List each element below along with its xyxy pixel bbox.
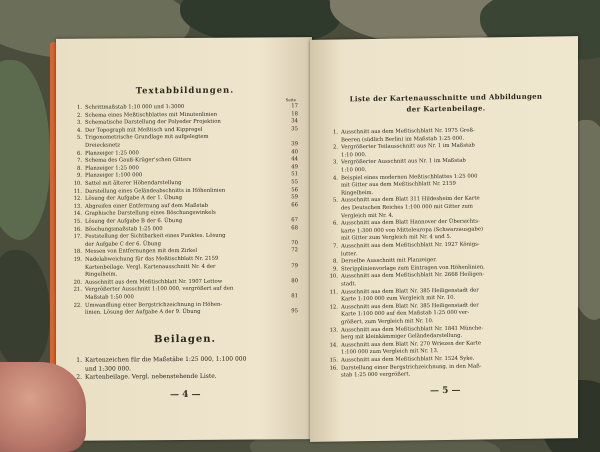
- map-excerpt-text: größert, zum Vergleich mit Nr. 10.: [341, 318, 434, 326]
- illustration-number: 21.: [73, 287, 82, 294]
- map-excerpt-text: Steripplinienvorlage zum Eintragen von Höhenlinien.: [341, 264, 485, 273]
- illustration-number: 7.: [76, 157, 82, 164]
- map-excerpt-number: 11.: [329, 289, 338, 296]
- illustration-text: Abgreifen einer Entfernung auf dem Maßstab: [85, 202, 209, 210]
- illustration-text: Messen von Entfernungen mit dem Zirkel: [85, 248, 198, 256]
- right-page-heading-line2: der Kartenbeilage.: [406, 103, 486, 114]
- illustration-text: Ringelheim.: [85, 271, 118, 278]
- illustration-number: 4.: [76, 127, 82, 134]
- beilage-text: Kartenzeichen für die Maßstäbe 1:25 000, 1:100 000: [85, 355, 247, 364]
- illustration-page: 56: [291, 186, 298, 193]
- map-excerpt-number: 16.: [329, 365, 338, 372]
- map-excerpt-number: 5.: [332, 197, 338, 204]
- illustration-number: 3.: [76, 119, 82, 126]
- map-excerpt-text: Ausschnitt aus dem Blatt Nr. 385 Heiligenstadt der: [341, 302, 479, 311]
- illustration-text: Planzeiger 1:25 000: [85, 165, 139, 172]
- illustration-text: Lösung der Aufgabe B der 6. Übung: [85, 218, 183, 225]
- map-excerpt-text: Ausschnitt aus dem Meßtischblatt Nr. 2668 Heiligen-: [341, 271, 485, 280]
- illustration-text: Schema des Gauß-Krüger'schen Gitters: [85, 157, 192, 164]
- map-excerpt-text: Vergleich mit Nr. 4.: [341, 212, 394, 220]
- illustration-text: Schrittmaßstab 1:10 000 und 1:3000: [85, 103, 185, 111]
- illustration-number: 20.: [73, 279, 82, 286]
- illustration-page: 39: [291, 141, 298, 148]
- illustration-text: Lösung der Aufgabe A der 1. Übung: [85, 195, 183, 202]
- right-page-heading-line1: Liste der Kartenausschnitte und Abbildungen: [349, 91, 543, 104]
- map-excerpt-text: lutter.: [341, 250, 358, 258]
- beilage-number: 2.: [76, 373, 82, 381]
- map-excerpt-number: 10.: [329, 273, 338, 280]
- map-excerpt-text: des Deutschen Reiches 1:100 000 mit Gitter zum: [341, 203, 473, 212]
- map-excerpt-number: 2.: [332, 144, 338, 151]
- map-excerpt-text: Ausschnitt aus dem Blatt Hannover der Übersichts-: [341, 218, 480, 227]
- illustration-text: Vergrößerter Ausschnitt 1:100 000, vergrößert auf den: [85, 286, 234, 294]
- illustration-text: Trigonometrische Grundlage mit aufgelegtem: [85, 134, 209, 142]
- map-excerpt-number: 8.: [332, 258, 338, 265]
- map-excerpt-number: 14.: [329, 342, 338, 349]
- map-excerpt-text: 1:100 000 zum Vergleich mit Nr. 13.: [341, 348, 439, 356]
- illustration-page: 34: [291, 118, 298, 125]
- illustration-number: 14.: [73, 211, 82, 218]
- illustration-text: linien. Lösung der Aufgabe A der 9. Übung: [85, 309, 201, 316]
- illustration-number: 17.: [73, 233, 82, 240]
- illustration-text: Böschungsmaßstab 1:25 000: [85, 225, 163, 233]
- illustration-text: Planzeiger 1:25 000: [85, 149, 139, 157]
- open-booklet: [48, 36, 588, 444]
- map-excerpt-text: Ausschnitt aus dem Blatt 311 Hildesheim der Karte: [341, 195, 480, 204]
- illustration-text: Feststellung der Sichtbarkeit eines Punktes. Lösung: [85, 232, 226, 240]
- illustration-text: Planzeiger 1:100 000: [85, 172, 143, 180]
- illustration-page: 95: [291, 308, 298, 315]
- map-excerpt-text: Ausschnitt aus dem Meßtischblatt Nr. 1841 Münche-: [341, 325, 484, 334]
- map-excerpt-text: Karte 1:100 000 zum Vergleich mit Nr. 10.: [341, 295, 456, 303]
- illustration-number: 2.: [76, 112, 82, 119]
- map-excerpt-text: mit Gitter zum Vergleich mit Nr. 4 und 5.: [341, 234, 452, 242]
- illustration-page: 59: [291, 194, 298, 201]
- map-excerpt-number: 7.: [332, 243, 338, 250]
- map-excerpt-text: Ausschnitt aus dem Blatt Nr. 385 Heiligenstadt der: [341, 287, 479, 296]
- illustration-page: 68: [291, 224, 298, 231]
- illustration-text: Nadelabweichung für das Meßtischblatt Nr. 2159: [85, 255, 219, 263]
- map-excerpt-text: mit Gitter aus dem Meßtischblatt Nr. 2159: [341, 181, 456, 189]
- illustration-number: 15.: [73, 218, 82, 225]
- map-excerpt-text: Beispiel eines modernen Meßtischblattes 1:25 000: [341, 173, 478, 182]
- map-excerpt-number: 6.: [332, 220, 338, 227]
- map-excerpt-number: 4.: [332, 175, 338, 182]
- map-excerpt-text: Derselbe Ausschnitt mit Planzeiger.: [341, 257, 437, 265]
- map-excerpt-number: 15.: [329, 357, 338, 364]
- map-excerpt-number: 12.: [329, 304, 338, 311]
- thumb: [0, 362, 86, 452]
- illustration-number: 6.: [76, 150, 82, 157]
- illustration-number: 13.: [73, 203, 82, 210]
- illustration-text: Schematische Darstellung der Polyeder Projektion: [85, 118, 221, 126]
- illustration-number: 19.: [73, 256, 82, 263]
- illustration-page: 66: [291, 202, 298, 209]
- illustration-text: Schema eines Meßtischblattes mit Minutenlinien: [85, 111, 218, 119]
- beilagen-heading: Beilagen.: [154, 333, 216, 346]
- illustration-text: Dreiecksnetz: [85, 142, 121, 149]
- illustration-text: Der Topograph mit Meßtisch und Kippregel: [85, 126, 203, 134]
- map-excerpt-text: Karte 1:100 000 auf den Maßstab 1:25 000 ver-: [341, 310, 470, 318]
- illustration-page: 81: [291, 293, 298, 300]
- map-excerpt-text: Darstellung einer Bergstrichzeichnung, in den Maß-: [341, 363, 482, 372]
- map-excerpt-number: 3.: [332, 159, 338, 166]
- illustration-page: 72: [291, 247, 298, 254]
- illustration-number: 5.: [76, 135, 82, 142]
- map-excerpt-text: stab 1:25 000 vergrößert.: [341, 371, 411, 379]
- illustration-page: 17: [291, 103, 298, 110]
- illustration-page: 18: [291, 110, 298, 117]
- illustration-page: 79: [291, 262, 298, 269]
- map-excerpt-text: Ausschnitt aus dem Meßtischblatt Nr. 1927 Königs-: [341, 241, 480, 250]
- illustration-entry: [70, 308, 298, 317]
- illustration-page: 67: [291, 217, 298, 224]
- illustration-text: der Aufgabe C der 6. Übung: [85, 240, 161, 248]
- illustration-number: 1.: [76, 104, 82, 111]
- illustration-page: 44: [291, 156, 298, 163]
- illustration-page: 49: [291, 164, 298, 171]
- map-excerpt-text: 1:10 000.: [341, 151, 367, 159]
- map-excerpt-text: Ausschnitt aus dem Meßtischblatt Nr. 1524 Syke.: [341, 355, 475, 364]
- illustration-text: Graphische Darstellung eines Böschungswinkels: [85, 210, 216, 218]
- right-page-number: — 5 —: [430, 385, 461, 397]
- illustration-text: Ausschnitt aus dem Meßtischblatt Nr. 1907 Lettow: [85, 278, 223, 286]
- left-page: [56, 37, 312, 441]
- left-page-number: — 4 —: [170, 389, 201, 401]
- illustration-page: 40: [291, 148, 298, 155]
- illustration-text: Maßstab 1:50 000: [85, 294, 134, 301]
- map-excerpt-text: Beeren (südlich Berlin) im Maßstab 1:25 000.: [341, 135, 465, 144]
- map-excerpt-text: Ausschnitt aus dem Blatt Nr. 270 Wriezen der Karte: [341, 340, 481, 349]
- map-excerpt-text: Ringelheim.: [341, 189, 374, 197]
- illustration-number: 9.: [76, 173, 82, 180]
- map-excerpt-text: karte 1:300 000 von Mitteleuropa (Schwarzausgabe): [341, 226, 484, 235]
- illustration-number: 10.: [73, 180, 82, 187]
- right-page: [310, 36, 578, 442]
- illustration-number: 8.: [76, 165, 82, 172]
- illustration-page: 51: [291, 171, 298, 178]
- illustration-number: 11.: [73, 188, 82, 195]
- map-excerpt-number: 9.: [332, 266, 338, 273]
- illustration-number: 16.: [73, 226, 82, 233]
- illustration-text: Kartenbeilage. Vergl. Kartenausschnitt Nr. 4 der: [85, 263, 216, 271]
- illustration-text: Umwandlung einer Bergstrichzeichnung in Höhen-: [85, 301, 223, 309]
- illustration-page: 35: [291, 126, 298, 133]
- beilage-text: Kartenbeilage. Vergl. nebenstehende Liste.: [85, 372, 217, 381]
- map-excerpt-number: 13.: [329, 327, 338, 334]
- map-excerpt-text: stadt.: [341, 281, 357, 288]
- illustration-number: 22.: [73, 302, 82, 309]
- left-page-heading: Textabbildungen.: [135, 85, 235, 97]
- map-excerpt-number: 1.: [332, 129, 338, 136]
- beilage-entry: [70, 372, 298, 382]
- illustration-number: 18.: [73, 249, 82, 256]
- map-excerpt-text: berg mit kleinkämmiger Geländedarstellung.: [341, 332, 463, 341]
- map-excerpt-text: Ausschnitt aus dem Meßtischblatt Nr. 1975 Groß-: [341, 127, 475, 136]
- page-column-label: Seite: [285, 97, 296, 103]
- illustration-page: 80: [291, 278, 298, 285]
- illustration-number: 12.: [73, 195, 82, 202]
- illustration-page: 70: [291, 240, 298, 247]
- illustration-text: Darstellung eines Geländeabschnitts in Höhenlinien: [85, 187, 226, 195]
- beilage-number: 1.: [76, 356, 82, 364]
- illustration-text: Sattel mit älterer Höhendarstellung: [85, 180, 182, 187]
- illustration-page: 55: [291, 179, 298, 186]
- map-excerpt-text: Vergrößerter Teilausschnitt aus Nr. 1 im Maßstab: [341, 142, 475, 151]
- map-excerpt-text: Vergrößerter Ausschnitt aus Nr. 1 im Maßstab: [341, 158, 466, 166]
- beilage-text: und 1:300 000.: [85, 364, 132, 373]
- map-excerpt-text: 1:10 000.: [341, 167, 367, 174]
